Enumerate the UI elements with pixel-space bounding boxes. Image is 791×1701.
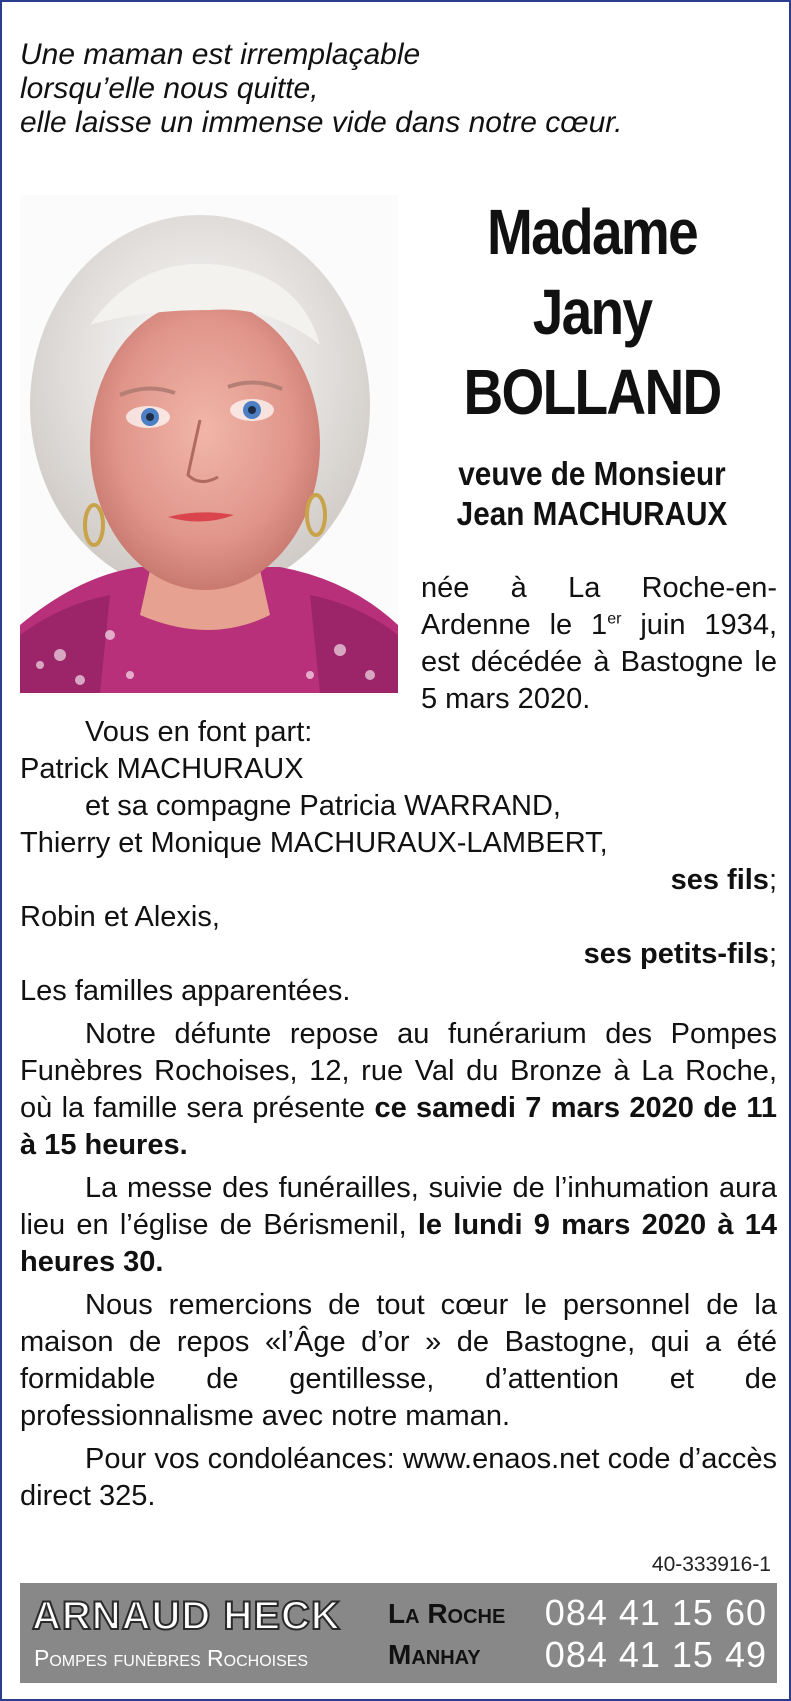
spouse-line: veuve de Monsieur [458, 455, 726, 492]
phone-manhay: 084 41 15 49 [544, 1634, 767, 1675]
thanks-paragraph: Nous remercions de tout cœur le personnel de la maison de repos «l’Âge d’or » de Bastogne, qui a été formidable de gentillesse, d’attention et de professionnalisme avec notre maman. [20, 1289, 777, 1432]
location-la-roche: La Roche [388, 1598, 506, 1629]
poem-line: elle laisse un immense vide dans notre cœur. [20, 106, 623, 139]
mass-text: La messe des funérailles, suivie de l’inhumation aura lieu en l’église de Bérismenil, [20, 1172, 777, 1241]
punct: ; [768, 864, 777, 896]
family-member: et sa compagne Patricia WARRAND, [85, 790, 561, 822]
repose-text: Notre défunte repose au funérarium des Pompes Funèbres Rochoises, 12, rue Val du Bronze à La Roche, où la famille sera présente [20, 1018, 777, 1124]
spouse-line: Jean MACHURAUX [456, 495, 728, 532]
funeral-home-subtitle: Pompes funèbres Rochoises [34, 1645, 309, 1671]
birth-sup: er [607, 610, 622, 628]
name-title: Madame [487, 196, 697, 268]
family-member: Thierry et Monique MACHURAUX-LAMBERT, [20, 827, 608, 859]
family-member: Patrick MACHURAUX [20, 753, 304, 785]
relation-label [20, 862, 777, 899]
repose-bold: ce samedi 7 mars 2020 de 11 à 15 heures. [20, 1092, 778, 1161]
punct: ; [768, 938, 777, 970]
birth-death-info [421, 570, 777, 718]
funeral-home-footer [20, 1583, 777, 1683]
family-member: Robin et Alexis, [20, 901, 220, 933]
announcement-body [20, 714, 777, 1515]
announce-intro: Vous en font part: [85, 716, 313, 748]
poem [20, 38, 760, 140]
relation-label-text: ses petits-fils [583, 938, 769, 970]
portrait-photo [20, 195, 398, 693]
location-manhay: Manhay [388, 1639, 481, 1670]
name-first: Jany [532, 276, 652, 348]
birth-text: née à La Roche-en-Ardenne le 1 [421, 572, 777, 641]
reference-number: 40-333916-1 [651, 1553, 771, 1576]
poem-line: lorsqu’elle nous quitte, [20, 72, 319, 105]
repose-paragraph [20, 1016, 777, 1164]
mass-bold: le lundi 9 mars 2020 à 14 heures 30. [20, 1209, 777, 1278]
deceased-name [407, 192, 777, 432]
poem-line: Une maman est irremplaçable [20, 38, 421, 71]
relation-label [20, 936, 777, 973]
birth-text-rest: juin 1934, est décédée à Bastogne le 5 mars 2020. [421, 609, 777, 715]
name-last: BOLLAND [463, 356, 721, 428]
spouse-info [407, 454, 777, 534]
mass-paragraph [20, 1170, 777, 1281]
phone-la-roche: 084 41 15 60 [544, 1592, 767, 1633]
relation-label-text: ses fils [670, 864, 769, 896]
condolences-paragraph: Pour vos condoléances: www.enaos.net code d’accès direct 325. [20, 1443, 777, 1512]
funeral-home-logo: ARNAUD HECK [32, 1594, 341, 1638]
families-line: Les familles apparentées. [20, 975, 351, 1007]
